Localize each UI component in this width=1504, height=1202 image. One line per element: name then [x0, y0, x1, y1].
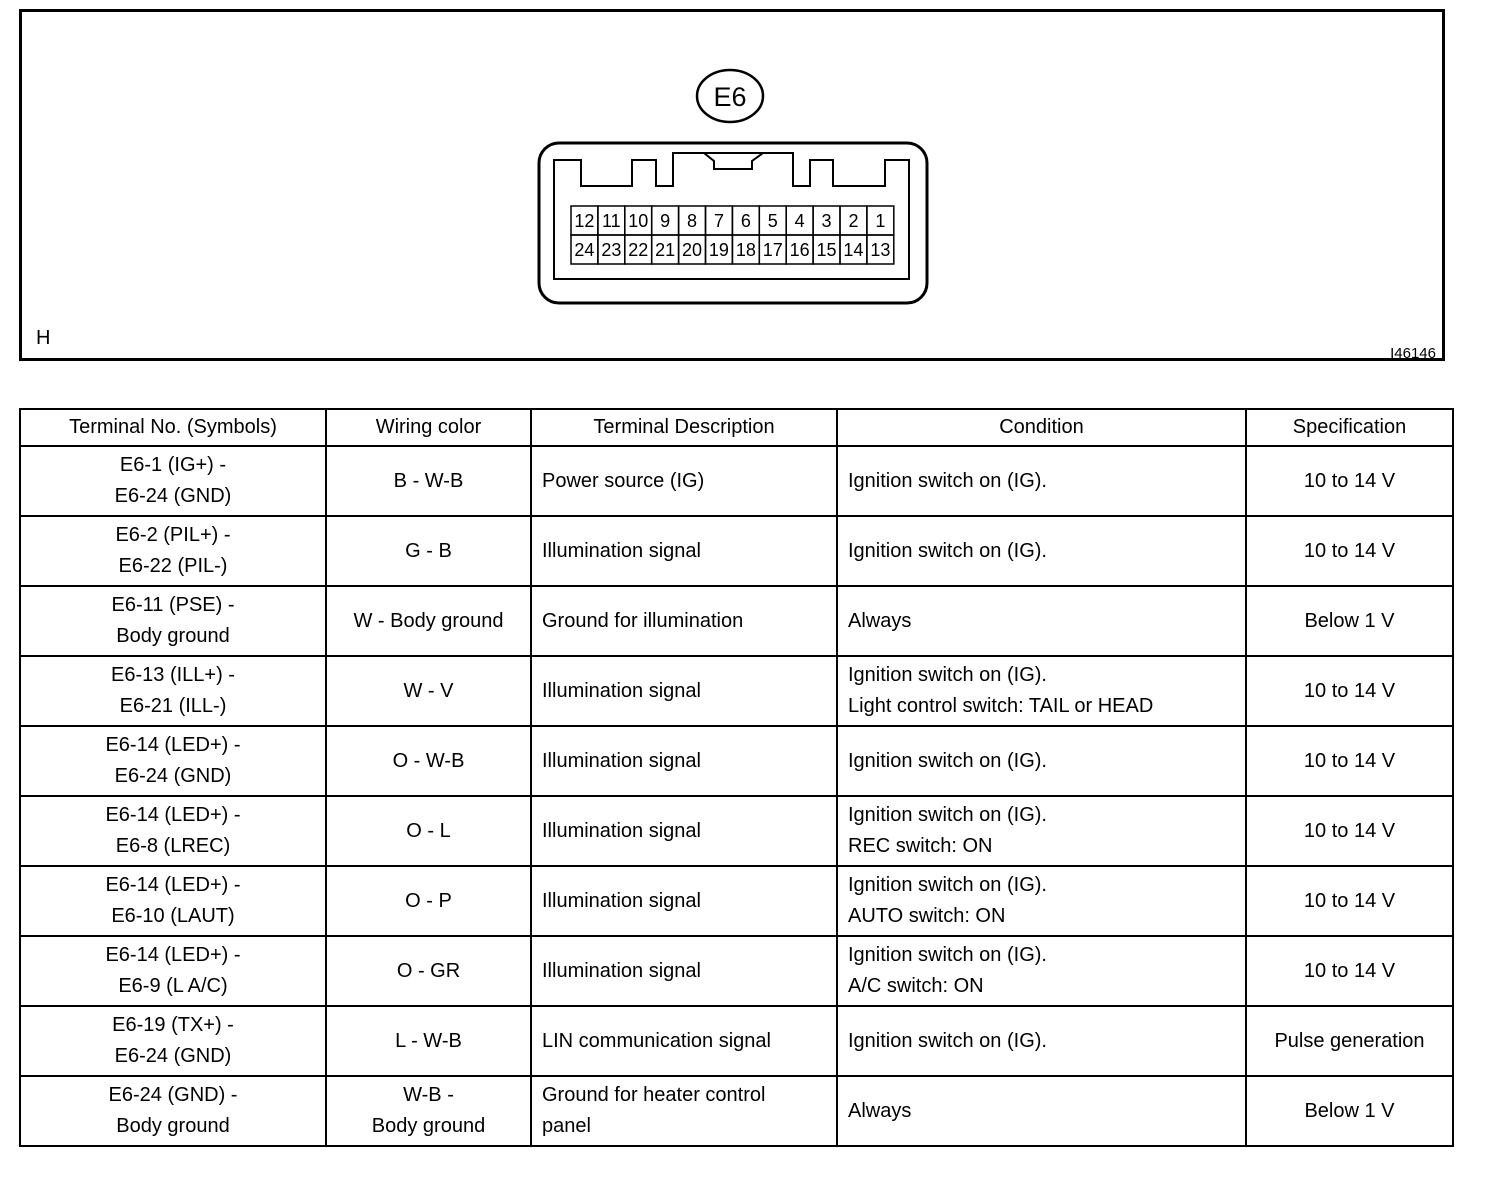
- pin-number: 9: [660, 211, 671, 231]
- description-cell: [531, 726, 837, 796]
- specification-cell: 10 to 14 V: [1246, 446, 1453, 516]
- terminal-cell-line: E6-14 (LED+) -: [105, 874, 241, 896]
- condition-cell: [837, 866, 1246, 936]
- terminal-cell-line: E6-1 (IG+) -: [119, 454, 227, 476]
- condition-cell-line: Ignition switch on (IG).: [848, 944, 1047, 966]
- terminal-cell-line: Body ground: [116, 1115, 230, 1137]
- pin-number: 23: [601, 240, 622, 260]
- description-cell-line: Illumination signal: [542, 959, 701, 982]
- wiring-color-cell-line: G - B: [405, 539, 452, 562]
- description-cell-line: Illumination signal: [542, 539, 701, 562]
- condition-cell-line: Ignition switch on (IG).: [848, 539, 1047, 562]
- condition-cell-line: Ignition switch on (IG).: [848, 804, 1047, 826]
- terminal-cell-line: E6-21 (ILL-): [119, 695, 227, 717]
- pin-number: 18: [735, 240, 756, 260]
- terminal-cell-line: E6-14 (LED+) -: [105, 734, 241, 756]
- description-cell-line: Illumination signal: [542, 679, 701, 702]
- table-row: [20, 796, 1453, 866]
- condition-cell-line: Ignition switch on (IG).: [848, 874, 1047, 896]
- description-cell: [531, 446, 837, 516]
- pin-number: 10: [628, 211, 649, 231]
- pin-number: 12: [574, 211, 595, 231]
- wiring-color-cell: [326, 866, 531, 936]
- pin-number: 2: [848, 211, 859, 231]
- wiring-color-cell: [326, 586, 531, 656]
- condition-cell: [837, 726, 1246, 796]
- terminal-cell-line: E6-13 (ILL+) -: [111, 664, 235, 686]
- condition-cell: [837, 656, 1246, 726]
- pin-number: 13: [870, 240, 891, 260]
- header-condition: Condition: [837, 409, 1246, 446]
- description-cell: [531, 1076, 837, 1146]
- wiring-color-cell-line: O - W-B: [392, 749, 465, 772]
- terminal-cell-line: E6-9 (L A/C): [118, 975, 228, 997]
- wiring-color-cell: [326, 1076, 531, 1146]
- pin-number: 3: [821, 211, 832, 231]
- pin-grid: [571, 206, 894, 264]
- table-row: [20, 866, 1453, 936]
- pin-number: 1: [875, 211, 886, 231]
- wiring-color-cell: [326, 446, 531, 516]
- terminal-cell: [20, 446, 326, 516]
- pin-number: 5: [767, 211, 778, 231]
- pin-number: 24: [574, 240, 595, 260]
- description-cell: [531, 796, 837, 866]
- condition-cell-line: Ignition switch on (IG).: [848, 1029, 1047, 1052]
- specification-cell: 10 to 14 V: [1246, 726, 1453, 796]
- table-row: [20, 936, 1453, 1006]
- terminal-cell-line: E6-11 (PSE) -: [111, 594, 235, 616]
- condition-cell: [837, 1006, 1246, 1076]
- wiring-color-cell-line: O - L: [406, 819, 451, 842]
- pin-number: 21: [655, 240, 676, 260]
- description-cell: [531, 936, 837, 1006]
- terminal-cell-line: E6-24 (GND): [114, 765, 232, 787]
- condition-cell: [837, 796, 1246, 866]
- wiring-color-cell-line: Body ground: [371, 1115, 486, 1137]
- connector-diagram: [19, 9, 1445, 361]
- wiring-color-cell-line: W - V: [403, 679, 454, 702]
- wiring-color-cell: [326, 656, 531, 726]
- description-cell-line: Illumination signal: [542, 749, 701, 772]
- wiring-color-cell-line: O - GR: [396, 959, 461, 982]
- condition-cell-line: Ignition switch on (IG).: [848, 469, 1047, 492]
- table-header-row: [20, 409, 1453, 446]
- pin-number: 17: [762, 240, 783, 260]
- description-cell-line: Illumination signal: [542, 889, 701, 912]
- description-cell-line: Ground for illumination: [542, 609, 744, 632]
- terminal-cell: [20, 516, 326, 586]
- wiring-color-cell: [326, 936, 531, 1006]
- terminal-cell: [20, 1006, 326, 1076]
- wiring-color-cell: [326, 726, 531, 796]
- wiring-color-cell-line: B - W-B: [393, 469, 464, 492]
- terminal-cell-line: E6-24 (GND): [114, 1045, 232, 1067]
- pin-number: 4: [794, 211, 805, 231]
- pin-number: 14: [843, 240, 864, 260]
- terminal-cell: [20, 866, 326, 936]
- terminal-cell: [20, 726, 326, 796]
- wiring-color-cell-line: W-B -: [403, 1084, 454, 1106]
- condition-cell-line: Always: [848, 609, 912, 632]
- table-row: [20, 1006, 1453, 1076]
- condition-cell-line: REC switch: ON: [848, 835, 993, 857]
- condition-cell-line: Light control switch: TAIL or HEAD: [848, 695, 1154, 717]
- terminal-cell-line: E6-2 (PIL+) -: [115, 524, 231, 546]
- header-specification: Specification: [1246, 409, 1453, 446]
- specification-cell: Below 1 V: [1246, 586, 1453, 656]
- condition-cell-line: Ignition switch on (IG).: [848, 749, 1047, 772]
- pin-number: 15: [816, 240, 837, 260]
- description-cell: [531, 516, 837, 586]
- wiring-color-cell: [326, 1006, 531, 1076]
- terminal-cell-line: E6-10 (LAUT): [111, 905, 235, 927]
- specification-cell: Pulse generation: [1246, 1006, 1453, 1076]
- pin-number: 11: [602, 211, 621, 231]
- condition-cell-line: A/C switch: ON: [848, 975, 984, 997]
- terminal-cell: [20, 656, 326, 726]
- header-terminal-description: Terminal Description: [531, 409, 837, 446]
- table-row: [20, 656, 1453, 726]
- terminal-cell-line: E6-22 (PIL-): [118, 555, 228, 577]
- pin-number: 7: [713, 211, 724, 231]
- terminal-cell-line: E6-19 (TX+) -: [112, 1014, 234, 1036]
- table-row: [20, 516, 1453, 586]
- wiring-color-cell: [326, 516, 531, 586]
- terminal-cell: [20, 586, 326, 656]
- condition-cell: [837, 936, 1246, 1006]
- description-cell-line: panel: [542, 1115, 591, 1137]
- specification-cell: Below 1 V: [1246, 1076, 1453, 1146]
- condition-cell: [837, 446, 1246, 516]
- pin-number: 19: [708, 240, 729, 260]
- terminal-cell-line: Body ground: [116, 625, 230, 647]
- condition-cell-line: Ignition switch on (IG).: [848, 664, 1047, 686]
- wiring-color-cell-line: O - P: [405, 889, 452, 912]
- terminal-cell-line: E6-14 (LED+) -: [105, 944, 241, 966]
- connector-label: E6: [713, 82, 747, 112]
- wiring-color-cell-line: W - Body ground: [353, 609, 504, 632]
- specification-cell: 10 to 14 V: [1246, 796, 1453, 866]
- description-cell-line: Ground for heater control: [542, 1084, 766, 1106]
- table-row: [20, 726, 1453, 796]
- terminal-cell: [20, 936, 326, 1006]
- pin-number: 6: [740, 211, 751, 231]
- description-cell: [531, 866, 837, 936]
- table-row: [20, 586, 1453, 656]
- pin-number: 20: [682, 240, 703, 260]
- condition-cell-line: AUTO switch: ON: [848, 905, 1006, 927]
- terminal-cell-line: E6-24 (GND) -: [108, 1084, 238, 1106]
- condition-cell: [837, 516, 1246, 586]
- connector-drawing: [22, 12, 1442, 358]
- condition-cell: [837, 1076, 1246, 1146]
- figure-id: I46146: [1390, 345, 1436, 358]
- condition-cell: [837, 586, 1246, 656]
- pin-number: 16: [789, 240, 810, 260]
- specification-cell: 10 to 14 V: [1246, 866, 1453, 936]
- terminal-cell-line: E6-14 (LED+) -: [105, 804, 241, 826]
- header-terminal: Terminal No. (Symbols): [20, 409, 326, 446]
- terminal-cell: [20, 1076, 326, 1146]
- description-cell-line: Illumination signal: [542, 819, 701, 842]
- terminal-cell-line: E6-8 (LREC): [115, 835, 231, 857]
- specification-cell: 10 to 14 V: [1246, 656, 1453, 726]
- description-cell-line: LIN communication signal: [542, 1029, 771, 1052]
- specification-cell: 10 to 14 V: [1246, 516, 1453, 586]
- terminal-cell-line: E6-24 (GND): [114, 485, 232, 507]
- specification-cell: 10 to 14 V: [1246, 936, 1453, 1006]
- description-cell: [531, 1006, 837, 1076]
- terminal-cell: [20, 796, 326, 866]
- description-cell-line: Power source (IG): [542, 469, 705, 492]
- condition-cell-line: Always: [848, 1099, 912, 1122]
- table-row: [20, 1076, 1453, 1146]
- pin-number: 8: [687, 211, 698, 231]
- pin-number: 22: [628, 240, 649, 260]
- header-wiring-color: Wiring color: [326, 409, 531, 446]
- connector-latch: [704, 153, 763, 169]
- wiring-color-cell: [326, 796, 531, 866]
- terminal-spec-table: [19, 408, 1454, 1147]
- description-cell: [531, 656, 837, 726]
- wiring-color-cell-line: L - W-B: [395, 1029, 462, 1052]
- corner-label: H: [36, 327, 51, 349]
- description-cell: [531, 586, 837, 656]
- table-row: [20, 446, 1453, 516]
